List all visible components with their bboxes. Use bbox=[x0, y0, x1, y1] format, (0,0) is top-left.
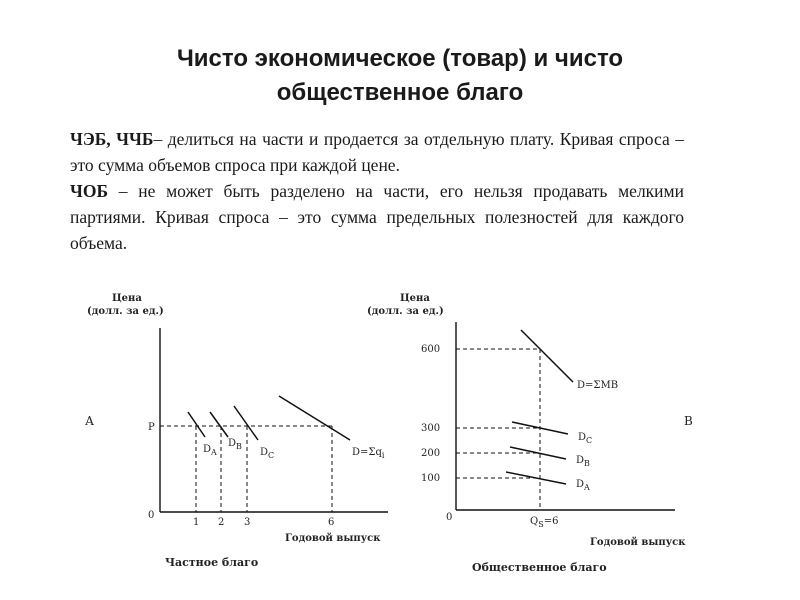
a-label-sum: $D=\Sigma q_i$ bbox=[352, 447, 385, 460]
a-y-axis-title: Цена bbox=[112, 293, 142, 304]
definition-private-good: – делиться на части и продается за отдельную плату. Кривая спроса – это сумма объемов спроса при каждой цене. bbox=[70, 129, 684, 175]
a-x-axis-title: Годовой выпуск bbox=[285, 533, 381, 544]
a-price-label: P bbox=[148, 422, 155, 433]
a-caption: Частное благо bbox=[165, 556, 259, 569]
b-x-tick-qs: $Q_S=6$ bbox=[530, 516, 559, 529]
b-label-dc: $D_C$ bbox=[578, 432, 593, 445]
a-panel-letter: А bbox=[85, 414, 95, 428]
b-x-axis-title: Годовой выпуск bbox=[590, 537, 686, 548]
a-y-axis-units: (долл. за ед.) bbox=[87, 306, 164, 317]
b-panel-letter: B bbox=[684, 414, 693, 428]
b-label-sum: D=ΣMB bbox=[577, 380, 619, 391]
b-y-tick-300: 300 bbox=[421, 423, 441, 434]
title-line-1: Чисто экономическое (товар) и чисто bbox=[176, 45, 624, 72]
a-demand-curve-c bbox=[234, 406, 258, 440]
b-y-axis-title: Цена bbox=[400, 293, 430, 304]
a-label-da: $D_A$ bbox=[203, 444, 217, 457]
diagram-public-good-labels bbox=[367, 293, 693, 574]
a-label-dc: $D_C$ bbox=[260, 447, 275, 460]
a-demand-curve-b bbox=[210, 412, 228, 437]
b-caption: Общественное благо bbox=[472, 561, 607, 574]
term-public-good: ЧОБ bbox=[70, 181, 109, 201]
diagram-private-good bbox=[160, 328, 388, 512]
b-origin: 0 bbox=[446, 512, 453, 523]
a-demand-curve-sum bbox=[279, 396, 350, 440]
b-y-tick-100: 100 bbox=[421, 473, 441, 484]
b-demand-curve-sum bbox=[521, 330, 573, 382]
b-y-tick-600: 600 bbox=[421, 344, 441, 355]
b-y-tick-200: 200 bbox=[421, 448, 441, 459]
a-origin: 0 bbox=[148, 510, 155, 521]
a-label-db: $D_B$ bbox=[228, 438, 242, 451]
a-x-tick-1: 1 bbox=[193, 517, 200, 528]
diagram-private-good-labels bbox=[85, 293, 385, 569]
a-x-tick-6: 6 bbox=[328, 517, 335, 528]
b-label-da: $D_A$ bbox=[576, 479, 590, 492]
diagram-public-good bbox=[456, 322, 675, 510]
b-label-db: $D_B$ bbox=[576, 455, 590, 468]
b-demand-curve-b bbox=[510, 447, 566, 459]
title-line-2: общественное благо bbox=[276, 79, 524, 106]
term-private-good: ЧЭБ, ЧЧБ bbox=[70, 129, 154, 149]
b-y-axis-units: (долл. за ед.) bbox=[367, 306, 444, 317]
a-x-tick-3: 3 bbox=[244, 517, 251, 528]
definition-public-good: – не может быть разделено на части, его нельзя продавать мелкими партиями. Кривая спроса – это сумма предельных полезностей для каждого объема. bbox=[70, 181, 684, 253]
a-x-tick-2: 2 bbox=[218, 517, 225, 528]
